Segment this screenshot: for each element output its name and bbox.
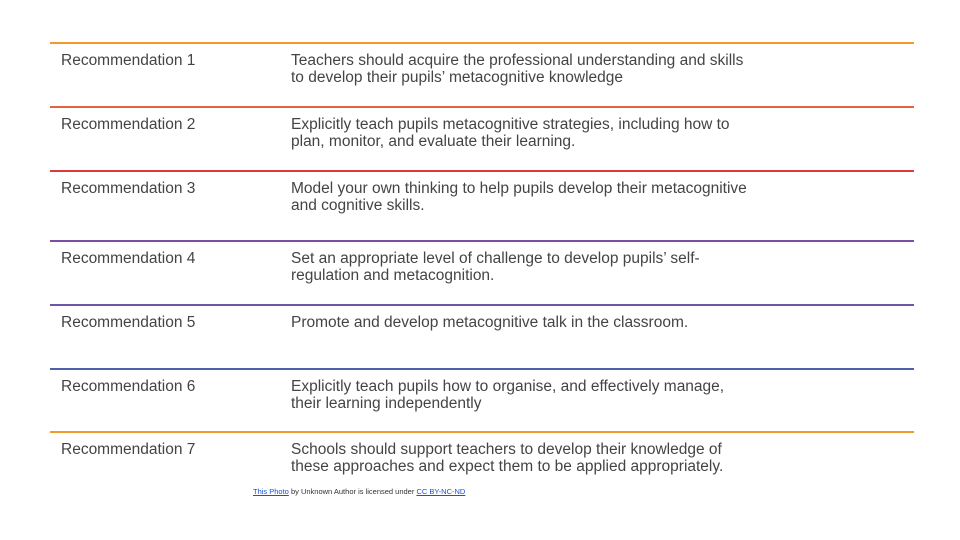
license-link[interactable]: CC BY-NC-ND <box>416 487 466 496</box>
image-attribution <box>253 487 465 496</box>
recommendation-text: Teachers should acquire the professional understanding and skills to develop their pupils’ metacognitive knowledge <box>291 52 744 86</box>
recommendation-label: Recommendation 3 <box>61 180 196 197</box>
recommendation-label: Recommendation 1 <box>61 52 196 69</box>
recommendation-text: Set an appropriate level of challenge to develop pupils’ self- regulation and metacognition. <box>291 250 700 284</box>
recommendation-row <box>50 106 914 170</box>
recommendation-text: Promote and develop metacognitive talk in the classroom. <box>291 314 689 331</box>
recommendation-label: Recommendation 7 <box>61 441 196 458</box>
recommendation-row <box>50 170 914 240</box>
recommendation-text: Explicitly teach pupils how to organise, and effectively manage, their learning independently <box>291 378 725 412</box>
recommendation-text: Explicitly teach pupils metacognitive strategies, including how to plan, monitor, and evaluate their learning. <box>291 116 730 150</box>
recommendation-text: Schools should support teachers to develop their knowledge of these approaches and expect them to be applied appropriately. <box>291 441 724 475</box>
recommendation-text: Model your own thinking to help pupils develop their metacognitive and cognitive skills. <box>291 180 747 214</box>
recommendation-row <box>50 240 914 304</box>
recommendation-row <box>50 42 914 106</box>
attribution-text: by Unknown Author is licensed under <box>288 487 417 496</box>
recommendation-label: Recommendation 6 <box>61 378 196 395</box>
recommendation-row <box>50 368 914 431</box>
photo-link[interactable]: This Photo <box>253 487 289 496</box>
recommendation-row <box>50 304 914 368</box>
recommendation-label: Recommendation 2 <box>61 116 196 133</box>
recommendation-row <box>50 431 914 477</box>
recommendation-label: Recommendation 4 <box>61 250 196 267</box>
recommendation-label: Recommendation 5 <box>61 314 196 331</box>
recommendations-table <box>50 42 914 477</box>
